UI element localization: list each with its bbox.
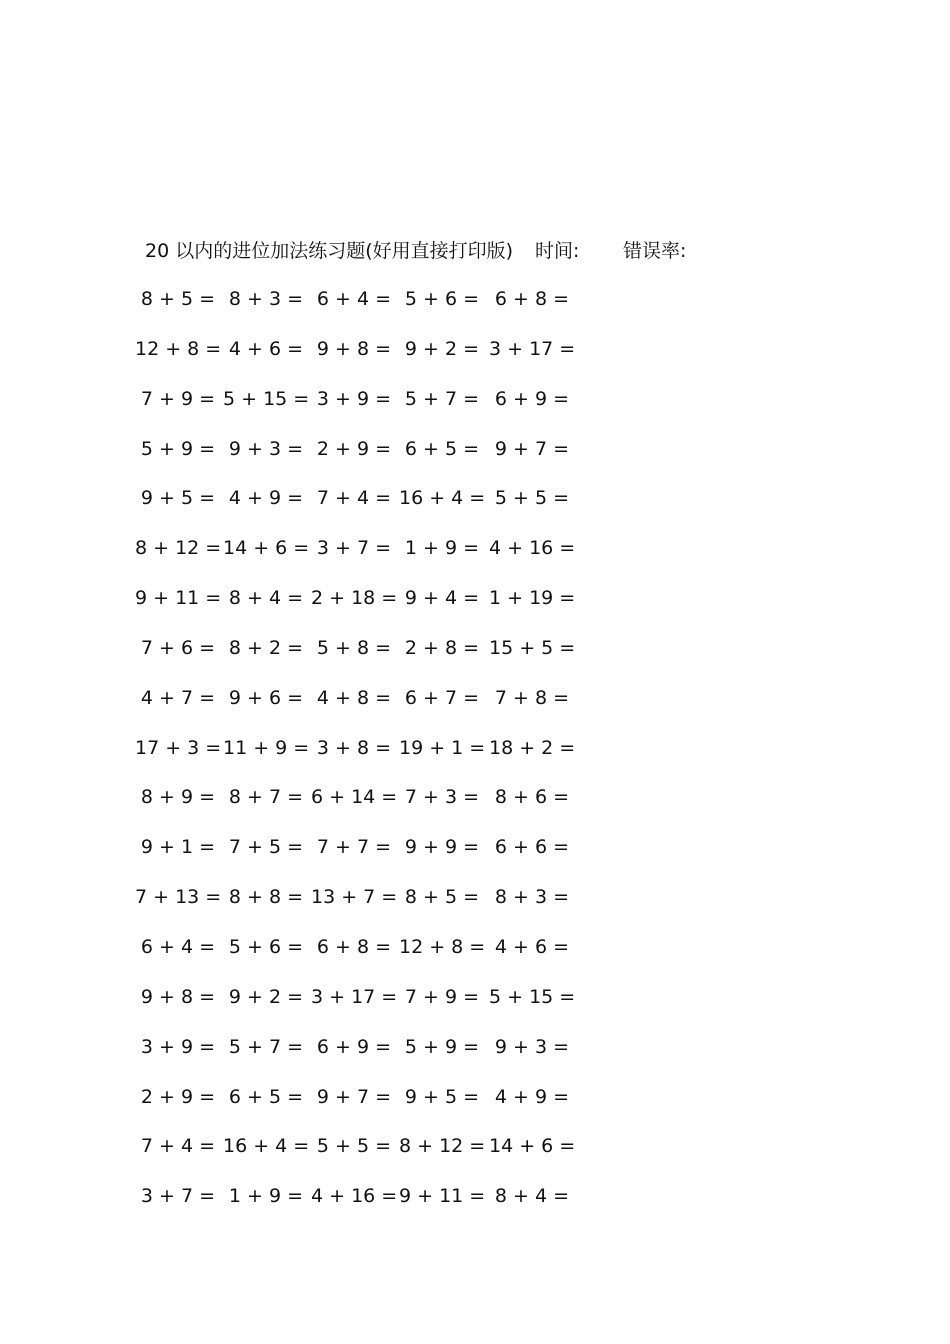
addition-problem: 5 + 7 = bbox=[404, 387, 480, 410]
problem-row bbox=[135, 533, 625, 583]
addition-problem: 4 + 16 = bbox=[311, 1185, 398, 1208]
problem-row bbox=[140, 633, 625, 683]
addition-problem: 4 + 6 = bbox=[228, 337, 304, 360]
addition-problem: 7 + 7 = bbox=[316, 836, 392, 859]
addition-problem: 4 + 9 = bbox=[494, 1085, 570, 1108]
addition-problem: 6 + 9 = bbox=[316, 1035, 392, 1058]
addition-problem: 19 + 1 = bbox=[399, 736, 486, 759]
addition-problem: 2 + 18 = bbox=[311, 587, 398, 610]
addition-problem: 9 + 7 = bbox=[494, 437, 570, 460]
addition-problem: 9 + 5 = bbox=[140, 487, 216, 510]
worksheet-title: 20 以内的进位加法练习题(好用直接打印版) bbox=[145, 240, 514, 262]
addition-problem: 11 + 9 = bbox=[223, 736, 310, 759]
addition-problem: 1 + 9 = bbox=[404, 537, 480, 560]
problem-row bbox=[135, 882, 625, 932]
addition-problem: 9 + 8 = bbox=[140, 985, 216, 1008]
addition-problem: 18 + 2 = bbox=[489, 736, 576, 759]
addition-problem: 6 + 14 = bbox=[311, 786, 398, 809]
addition-problem: 6 + 5 = bbox=[228, 1085, 304, 1108]
problem-row bbox=[140, 782, 625, 832]
problem-row bbox=[140, 483, 625, 533]
addition-problem: 9 + 4 = bbox=[404, 587, 480, 610]
problem-row bbox=[140, 982, 625, 1032]
addition-problem: 4 + 6 = bbox=[494, 935, 570, 958]
problem-row bbox=[140, 1032, 625, 1082]
problem-row bbox=[140, 932, 625, 982]
addition-problem: 8 + 2 = bbox=[228, 636, 304, 659]
addition-problem: 4 + 9 = bbox=[228, 487, 304, 510]
addition-problem: 5 + 5 = bbox=[316, 1135, 392, 1158]
addition-problem: 7 + 6 = bbox=[140, 636, 216, 659]
problem-row bbox=[140, 1131, 625, 1181]
addition-problem: 14 + 6 = bbox=[489, 1135, 576, 1158]
addition-problem: 5 + 9 = bbox=[140, 437, 216, 460]
time-label: 时间: bbox=[535, 240, 580, 262]
addition-problem: 3 + 17 = bbox=[311, 985, 398, 1008]
addition-problem: 5 + 7 = bbox=[228, 1035, 304, 1058]
addition-problem: 9 + 9 = bbox=[404, 836, 480, 859]
addition-problem: 8 + 5 = bbox=[140, 288, 216, 310]
addition-problem: 8 + 12 = bbox=[135, 537, 222, 560]
addition-problem: 5 + 9 = bbox=[404, 1035, 480, 1058]
problem-row bbox=[140, 832, 625, 882]
addition-problem: 9 + 2 = bbox=[404, 337, 480, 360]
addition-problem: 7 + 9 = bbox=[140, 387, 216, 410]
worksheet-header bbox=[145, 236, 765, 264]
problem-row bbox=[140, 434, 625, 484]
addition-problem: 3 + 7 = bbox=[316, 537, 392, 560]
addition-problem: 5 + 15 = bbox=[223, 387, 310, 410]
addition-problem: 5 + 6 = bbox=[228, 935, 304, 958]
addition-problem: 14 + 6 = bbox=[223, 537, 310, 560]
addition-problem: 9 + 11 = bbox=[135, 587, 222, 610]
addition-problem: 2 + 9 = bbox=[140, 1085, 216, 1108]
problem-row bbox=[140, 284, 625, 334]
addition-problem: 5 + 15 = bbox=[489, 985, 576, 1008]
addition-problem: 4 + 8 = bbox=[316, 686, 392, 709]
problem-row bbox=[140, 683, 625, 733]
addition-problem: 9 + 3 = bbox=[228, 437, 304, 460]
addition-problem: 8 + 3 = bbox=[228, 288, 304, 310]
addition-problem: 7 + 3 = bbox=[404, 786, 480, 809]
addition-problem: 9 + 2 = bbox=[228, 985, 304, 1008]
addition-problem: 7 + 9 = bbox=[404, 985, 480, 1008]
addition-problem: 8 + 12 = bbox=[399, 1135, 486, 1158]
addition-problem: 8 + 4 = bbox=[494, 1185, 570, 1208]
addition-problem: 1 + 9 = bbox=[228, 1185, 304, 1208]
addition-problem: 5 + 6 = bbox=[404, 288, 480, 310]
addition-problem: 8 + 7 = bbox=[228, 786, 304, 809]
addition-problem: 9 + 7 = bbox=[316, 1085, 392, 1108]
addition-problem: 5 + 8 = bbox=[316, 636, 392, 659]
addition-problem: 6 + 6 = bbox=[494, 836, 570, 859]
addition-problem: 9 + 1 = bbox=[140, 836, 216, 859]
addition-problem: 3 + 7 = bbox=[140, 1185, 216, 1208]
addition-problem: 15 + 5 = bbox=[489, 636, 576, 659]
addition-problem: 16 + 4 = bbox=[399, 487, 486, 510]
problem-grid bbox=[135, 284, 625, 1231]
addition-problem: 8 + 9 = bbox=[140, 786, 216, 809]
problem-row bbox=[135, 583, 625, 633]
addition-problem: 8 + 5 = bbox=[404, 886, 480, 909]
addition-problem: 12 + 8 = bbox=[399, 935, 486, 958]
addition-problem: 9 + 6 = bbox=[228, 686, 304, 709]
addition-problem: 12 + 8 = bbox=[135, 337, 222, 360]
addition-problem: 16 + 4 = bbox=[223, 1135, 310, 1158]
addition-problem: 8 + 4 = bbox=[228, 587, 304, 610]
addition-problem: 7 + 5 = bbox=[228, 836, 304, 859]
addition-problem: 5 + 5 = bbox=[494, 487, 570, 510]
addition-problem: 9 + 3 = bbox=[494, 1035, 570, 1058]
addition-problem: 6 + 9 = bbox=[494, 387, 570, 410]
addition-problem: 6 + 4 = bbox=[316, 288, 392, 310]
addition-problem: 6 + 8 = bbox=[316, 935, 392, 958]
addition-problem: 7 + 13 = bbox=[135, 886, 222, 909]
addition-problem: 6 + 8 = bbox=[494, 288, 570, 310]
addition-problem: 2 + 9 = bbox=[316, 437, 392, 460]
addition-problem: 3 + 8 = bbox=[316, 736, 392, 759]
addition-problem: 9 + 8 = bbox=[316, 337, 392, 360]
addition-problem: 13 + 7 = bbox=[311, 886, 398, 909]
addition-problem: 4 + 16 = bbox=[489, 537, 576, 560]
addition-problem: 1 + 19 = bbox=[489, 587, 576, 610]
addition-problem: 3 + 9 = bbox=[316, 387, 392, 410]
addition-problem: 6 + 7 = bbox=[404, 686, 480, 709]
addition-problem: 8 + 6 = bbox=[494, 786, 570, 809]
addition-problem: 9 + 5 = bbox=[404, 1085, 480, 1108]
addition-problem: 6 + 4 = bbox=[140, 935, 216, 958]
addition-problem: 3 + 9 = bbox=[140, 1035, 216, 1058]
problem-row bbox=[135, 733, 625, 783]
addition-problem: 7 + 4 = bbox=[140, 1135, 216, 1158]
addition-problem: 7 + 4 = bbox=[316, 487, 392, 510]
addition-problem: 8 + 3 = bbox=[494, 886, 570, 909]
addition-problem: 17 + 3 = bbox=[135, 736, 222, 759]
error-rate-label: 错误率: bbox=[623, 240, 687, 262]
problem-row bbox=[140, 384, 625, 434]
addition-problem: 2 + 8 = bbox=[404, 636, 480, 659]
problem-row bbox=[140, 1181, 625, 1231]
addition-problem: 9 + 11 = bbox=[399, 1185, 486, 1208]
problem-row bbox=[135, 334, 625, 384]
addition-problem: 4 + 7 = bbox=[140, 686, 216, 709]
addition-problem: 6 + 5 = bbox=[404, 437, 480, 460]
addition-problem: 8 + 8 = bbox=[228, 886, 304, 909]
addition-problem: 7 + 8 = bbox=[494, 686, 570, 709]
problem-row bbox=[140, 1082, 625, 1132]
addition-problem: 3 + 17 = bbox=[489, 337, 576, 360]
